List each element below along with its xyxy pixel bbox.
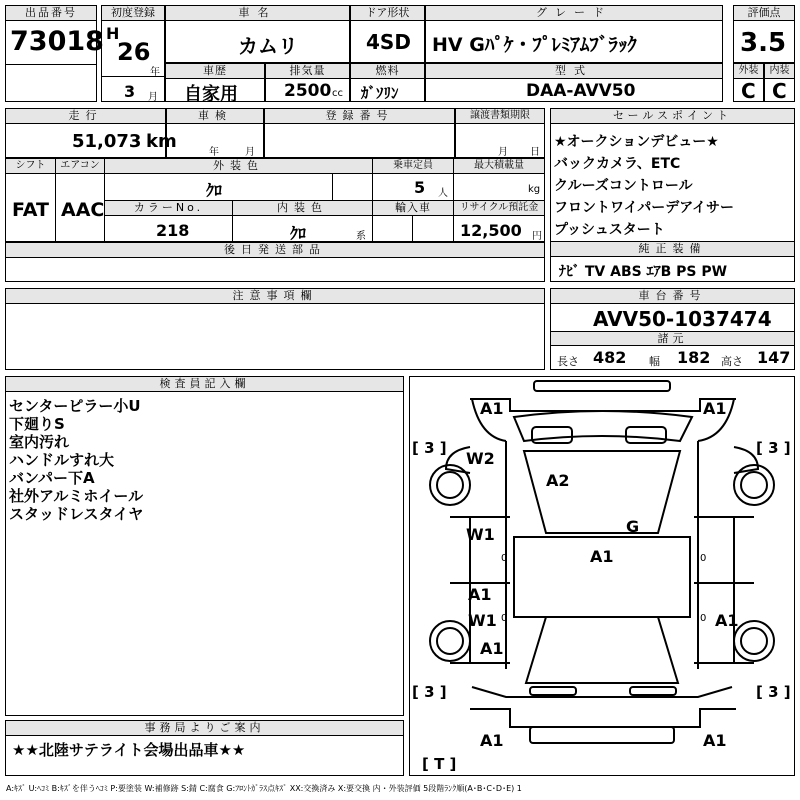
reg-month-unit: 月 bbox=[148, 92, 158, 103]
displacement-label: 排気量 bbox=[266, 64, 349, 79]
office-notice: ★★北陸サテライト会場出品車★★ bbox=[12, 741, 246, 759]
sales-point-item: ★オークションデビュー★ bbox=[554, 134, 719, 150]
length: 482 bbox=[593, 348, 627, 367]
recycle-unit: 円 bbox=[532, 231, 542, 242]
capacity-label: 乗車定員 bbox=[373, 159, 453, 174]
spare-tire: [ T ] bbox=[422, 755, 457, 773]
damage-mark: A1 bbox=[480, 399, 504, 418]
int-color: ｸﾛ bbox=[290, 224, 307, 243]
notes-box bbox=[5, 288, 545, 370]
transfer-box bbox=[455, 108, 545, 158]
recycle-fee: 12,500 bbox=[460, 221, 522, 240]
mileage-box bbox=[5, 108, 177, 158]
inspector-line: バンパー下A bbox=[9, 469, 95, 487]
ext-color-label: 外装色 bbox=[105, 159, 372, 174]
damage-mark: A1 bbox=[480, 731, 504, 750]
capacity-unit: 人 bbox=[438, 188, 448, 199]
height-label: 高さ bbox=[721, 355, 743, 368]
reg-no-box bbox=[264, 108, 455, 158]
inspector-line: ハンドルすれ大 bbox=[9, 451, 115, 469]
ac: AAC bbox=[61, 199, 105, 221]
car-name-box bbox=[165, 5, 350, 63]
import-label: 輸入車 bbox=[373, 201, 453, 216]
height: 147 bbox=[757, 348, 791, 367]
inspection-label: 車検 bbox=[167, 109, 263, 124]
score: 3.5 bbox=[740, 28, 787, 58]
exterior-grade: C bbox=[741, 79, 756, 103]
damage-mark: A1 bbox=[715, 611, 739, 630]
transfer-month-unit: 月 bbox=[498, 147, 508, 158]
grade: HV Gﾊﾟｹ・ﾌﾟﾚﾐｱﾑﾌﾞﾗｯｸ bbox=[432, 34, 637, 56]
chassis-label: 車台番号 bbox=[551, 289, 794, 304]
damage-mark: W2 bbox=[466, 449, 495, 468]
zero-mark: 0 bbox=[501, 613, 508, 624]
fuel-label: 燃料 bbox=[351, 64, 424, 79]
lot-number: 73018 bbox=[10, 26, 104, 57]
sales-point-item: フロントワイパーデアイサー bbox=[554, 200, 735, 216]
score-label: 評価点 bbox=[734, 6, 794, 21]
car-name-label: 車名 bbox=[166, 6, 349, 21]
inspector-line: 社外アルミホイール bbox=[9, 487, 144, 505]
sales-point-item: プッシュスタート bbox=[554, 222, 665, 238]
legend: A:ｷｽﾞ U:ﾍｺﾐ B:ｷｽﾞを伴うﾍｺﾐ P:要塗装 W:補修跡 S:錆 C:腐食 G:ﾌﾛﾝﾄｶﾞﾗｽ点ｷｽﾞ XX:交換済み X:要交換 内・外装評価 5段階ﾗﾝｸ順(A･B･C･D･E) 1 bbox=[6, 784, 522, 793]
width: 182 bbox=[677, 348, 711, 367]
zero-mark: 0 bbox=[700, 553, 707, 564]
reg-no-label: 登録番号 bbox=[265, 109, 454, 124]
sales-points-box bbox=[550, 108, 795, 282]
damage-mark: A1 bbox=[468, 585, 492, 604]
lot-label: 出品番号 bbox=[6, 6, 96, 21]
color-no: 218 bbox=[156, 221, 190, 240]
inspector-line: 下廻りS bbox=[9, 415, 65, 433]
score-box bbox=[733, 5, 795, 63]
exterior-box bbox=[733, 63, 764, 102]
inspector-line: 室内汚れ bbox=[9, 433, 70, 451]
tire-tread: [ 3 ] bbox=[756, 683, 791, 701]
shift-label: シフト bbox=[6, 159, 55, 174]
later-parts-label: 後日発送部品 bbox=[6, 243, 544, 258]
color-no-label: カラーNo. bbox=[105, 201, 232, 216]
grade-label: グレード bbox=[426, 6, 722, 21]
recycle-label: リサイクル預託金 bbox=[454, 201, 544, 216]
grade-box bbox=[425, 5, 723, 63]
exterior-label: 外装 bbox=[734, 64, 763, 79]
car-outline bbox=[410, 377, 794, 775]
tire-tread: [ 3 ] bbox=[412, 439, 447, 457]
zero-mark: 0 bbox=[501, 553, 508, 564]
reg-month: 3 bbox=[124, 82, 136, 101]
equipment: ﾅﾋﾞ TV ABS ｴｱB PS PW bbox=[559, 264, 728, 280]
door-type: 4SD bbox=[366, 30, 411, 54]
damage-diagram bbox=[409, 376, 795, 776]
damage-mark: A1 bbox=[590, 547, 614, 566]
mileage-label: 走行 bbox=[6, 109, 165, 124]
int-color-unit: 系 bbox=[356, 231, 366, 242]
tire-tread: [ 3 ] bbox=[412, 683, 447, 701]
loadcap-unit: kg bbox=[528, 184, 541, 195]
ac-label: エアコン bbox=[56, 159, 104, 174]
displacement-box bbox=[265, 63, 350, 102]
int-color-label: 内装色 bbox=[233, 201, 372, 216]
damage-mark: W1 bbox=[466, 525, 495, 544]
mileage: 51,073 bbox=[72, 131, 142, 152]
mileage-unit: km bbox=[146, 131, 177, 152]
inspector-label: 検査員記入欄 bbox=[6, 377, 403, 392]
sales-point-item: バックカメラ、ETC bbox=[554, 156, 681, 172]
history: 自家用 bbox=[184, 84, 238, 105]
reg-year: 26 bbox=[117, 38, 151, 66]
inspection-box bbox=[166, 108, 264, 158]
transfer-label: 譲渡書類期限 bbox=[456, 109, 544, 124]
inspector-box bbox=[5, 376, 404, 716]
car-name: カムリ bbox=[238, 34, 298, 58]
fuel: ｶﾞｿﾘﾝ bbox=[361, 84, 399, 102]
equipment-label: 純正装備 bbox=[551, 241, 794, 257]
sales-points-label: セールスポイント bbox=[551, 109, 794, 124]
damage-mark: A1 bbox=[703, 731, 727, 750]
displacement-unit: cc bbox=[332, 88, 343, 99]
reg-year-unit: 年 bbox=[150, 67, 160, 78]
insp-year-unit: 年 bbox=[209, 147, 219, 158]
ext-color: ｸﾛ bbox=[206, 181, 223, 200]
sales-point-item: クルーズコントロール bbox=[554, 178, 693, 194]
loadcap-label: 最大積載量 bbox=[454, 159, 544, 174]
insp-month-unit: 月 bbox=[245, 147, 255, 158]
era: H bbox=[106, 24, 120, 43]
office-label: 事務局よりご案内 bbox=[6, 721, 403, 736]
damage-mark: W1 bbox=[468, 611, 497, 630]
model-box bbox=[425, 63, 723, 102]
spec-grid bbox=[5, 158, 545, 242]
capacity: 5 bbox=[414, 178, 426, 197]
interior-grade: C bbox=[772, 79, 787, 103]
tire-tread: [ 3 ] bbox=[756, 439, 791, 457]
length-label: 長さ bbox=[557, 355, 579, 368]
first-reg-box bbox=[101, 5, 165, 102]
zero-mark: 0 bbox=[700, 613, 707, 624]
width-label: 幅 bbox=[649, 355, 660, 368]
lot-box bbox=[5, 5, 104, 102]
damage-mark: G bbox=[626, 517, 640, 536]
inspector-line: スタッドレスタイヤ bbox=[9, 505, 144, 523]
dims-label: 諸元 bbox=[551, 331, 794, 346]
later-parts-box bbox=[5, 242, 545, 282]
damage-mark: A2 bbox=[546, 471, 570, 490]
interior-box bbox=[764, 63, 795, 102]
history-label: 車歴 bbox=[166, 64, 264, 79]
history-box bbox=[165, 63, 265, 105]
office-box bbox=[5, 720, 404, 776]
transfer-day-unit: 日 bbox=[530, 147, 540, 158]
door-label: ドア形状 bbox=[351, 6, 424, 21]
first-reg-label: 初度登録 bbox=[102, 6, 164, 21]
notes-label: 注意事項欄 bbox=[6, 289, 544, 304]
interior-label: 内装 bbox=[765, 64, 794, 79]
chassis-box bbox=[550, 288, 795, 370]
inspector-line: センターピラー小U bbox=[9, 397, 141, 415]
door-box bbox=[350, 5, 425, 63]
damage-mark: A1 bbox=[703, 399, 727, 418]
model-label: 型式 bbox=[426, 64, 722, 79]
fuel-box bbox=[350, 63, 425, 102]
chassis-number: AVV50-1037474 bbox=[593, 307, 772, 331]
model: DAA-AVV50 bbox=[526, 81, 636, 101]
damage-mark: A1 bbox=[480, 639, 504, 658]
displacement: 2500 bbox=[284, 81, 332, 101]
shift: FAT bbox=[12, 199, 49, 221]
